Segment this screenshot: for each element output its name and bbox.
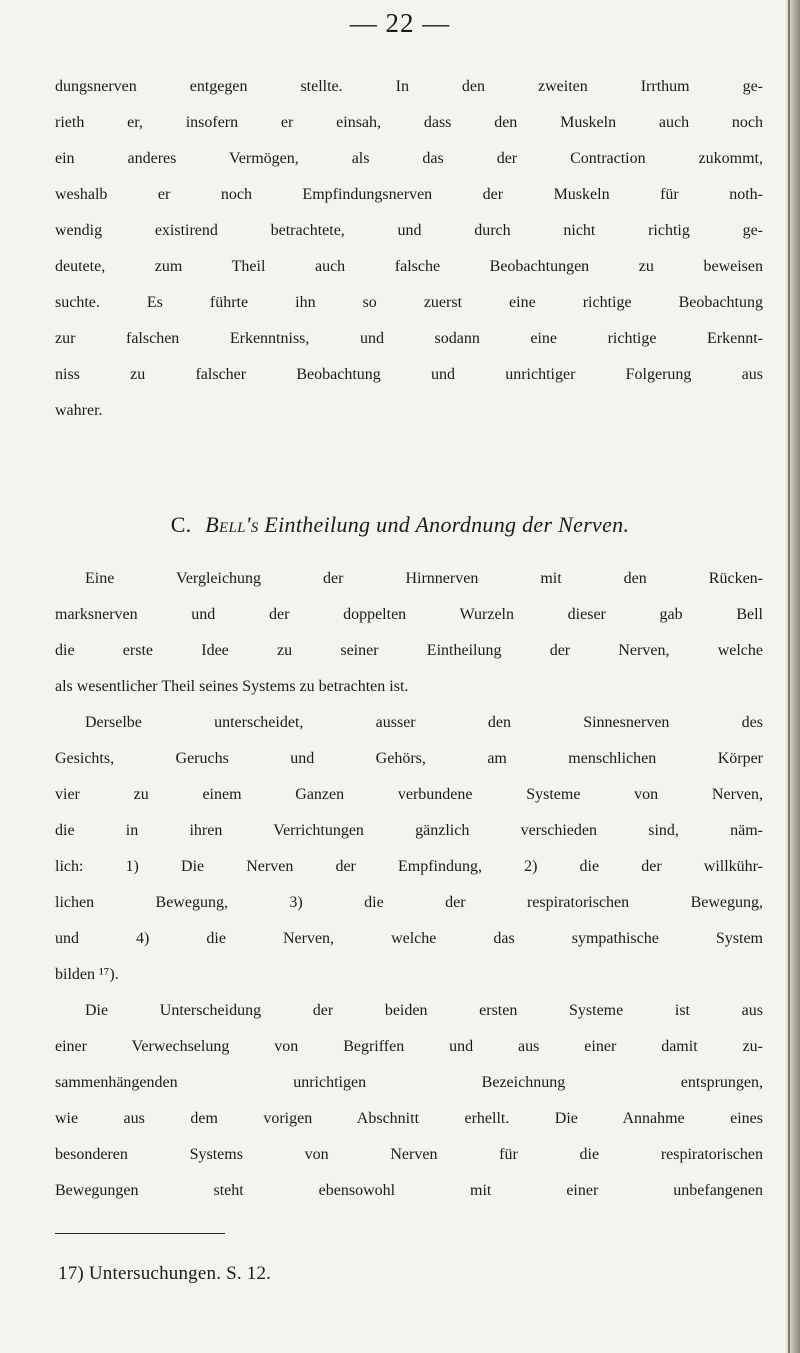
page-number: — 22 — bbox=[349, 8, 451, 38]
footnote: 17) Untersuchungen. S. 12. bbox=[58, 1263, 272, 1284]
text-line: bilden ¹⁷). bbox=[55, 966, 119, 983]
section-author: Bell's bbox=[205, 512, 259, 537]
text-line: rieth er, insofern er einsah, dass den Muskeln auch noch bbox=[55, 114, 763, 131]
text-line: deutete, zum Theil auch falsche Beobachtungen zu beweisen bbox=[55, 258, 763, 275]
text-line: Eine Vergleichung der Hirnnerven mit den Rücken- bbox=[85, 570, 763, 587]
text-line: Die Unterscheidung der beiden ersten Systeme ist aus bbox=[85, 1002, 763, 1019]
text-line: Derselbe unterscheidet, ausser den Sinnesnerven des bbox=[85, 714, 763, 731]
text-line: wendig existirend betrachtete, und durch nicht richtig ge- bbox=[55, 222, 763, 239]
text-line: weshalb er noch Empfindungsnerven der Muskeln für noth- bbox=[55, 186, 763, 203]
text-line: dungsnerven entgegen stellte. In den zweiten Irrthum ge- bbox=[55, 78, 763, 95]
page-binding-shadow bbox=[788, 0, 790, 1353]
text-line: ein anderes Vermögen, als das der Contraction zukommt, bbox=[55, 150, 763, 167]
text-line: als wesentlicher Theil seines Systems zu betrachten ist. bbox=[55, 678, 409, 695]
text-line: Bewegungen steht ebensowohl mit einer unbefangenen bbox=[55, 1182, 763, 1199]
text-line: besonderen Systems von Nerven für die respiratorischen bbox=[55, 1146, 763, 1163]
section-title: Eintheilung und Anordnung der Nerven. bbox=[264, 512, 630, 537]
text-line: sammenhängenden unrichtigen Bezeichnung entsprungen, bbox=[55, 1074, 763, 1091]
text-line: vier zu einem Ganzen verbundene Systeme von Nerven, bbox=[55, 786, 763, 803]
text-line: wie aus dem vorigen Abschnitt erhellt. Die Annahme eines bbox=[55, 1110, 763, 1127]
text-line: die in ihren Verrichtungen gänzlich verschieden sind, näm- bbox=[55, 822, 763, 839]
paragraph bbox=[55, 1002, 763, 1218]
text-line: und 4) die Nerven, welche das sympathische System bbox=[55, 930, 763, 947]
section-label: C. bbox=[170, 512, 192, 537]
text-line: lichen Bewegung, 3) die der respiratorischen Bewegung, bbox=[55, 894, 763, 911]
text-line: wahrer. bbox=[55, 402, 103, 419]
footnote-divider bbox=[55, 1233, 225, 1234]
section-heading bbox=[0, 512, 800, 538]
paragraph bbox=[55, 570, 763, 714]
text-line: marksnerven und der doppelten Wurzeln dieser gab Bell bbox=[55, 606, 763, 623]
text-line: zur falschen Erkenntniss, und sodann eine richtige Erkennt- bbox=[55, 330, 763, 347]
paragraph bbox=[55, 714, 763, 1002]
text-line: lich: 1) Die Nerven der Empfindung, 2) die der willkühr- bbox=[55, 858, 763, 875]
text-line: einer Verwechselung von Begriffen und aus einer damit zu- bbox=[55, 1038, 763, 1055]
text-line: suchte. Es führte ihn so zuerst eine richtige Beobachtung bbox=[55, 294, 763, 311]
text-line: die erste Idee zu seiner Eintheilung der Nerven, welche bbox=[55, 642, 763, 659]
paragraph-continuation bbox=[55, 78, 763, 438]
text-line: niss zu falscher Beobachtung und unrichtiger Folgerung aus bbox=[55, 366, 763, 383]
text-line: Gesichts, Geruchs und Gehörs, am menschlichen Körper bbox=[55, 750, 763, 767]
